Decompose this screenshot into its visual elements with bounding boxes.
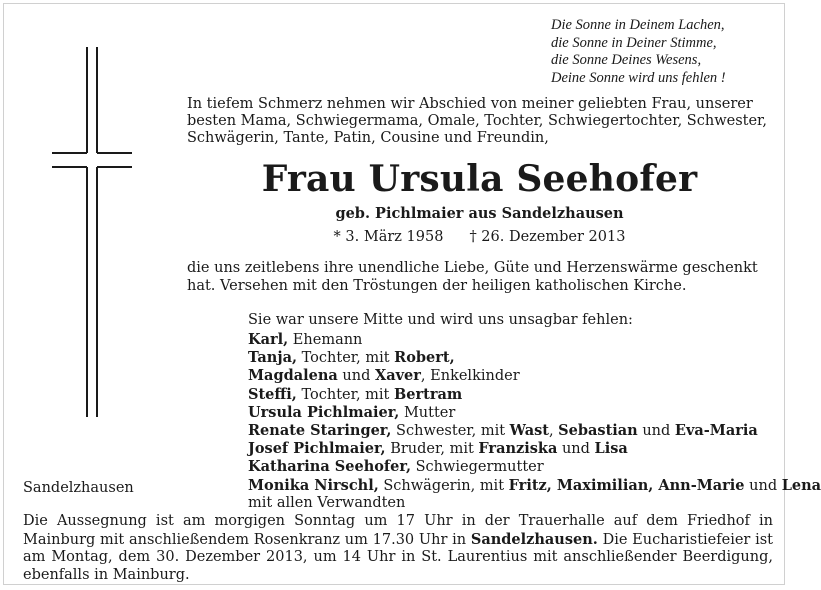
mourner-line <box>248 476 821 495</box>
bold-text: Josef Pichlmaier, <box>248 440 386 458</box>
mourner-line <box>248 458 783 476</box>
bold-text: Eva-Maria <box>674 422 758 440</box>
text: und <box>557 441 595 458</box>
bold-text: Lisa <box>594 440 628 458</box>
text: Schwiegermutter <box>411 459 544 476</box>
mourner-line <box>248 404 783 422</box>
intro-text: In tiefem Schmerz nehmen wir Abschied von meiner geliebten Frau, unserer besten Mama, Schwiegermama, Omale, Tochter, Schwiegertochter, Schwester, Schwägerin, Tante, Patin, Cousine und Freundin, <box>187 96 767 146</box>
funeral-details <box>23 513 773 584</box>
mourner-line <box>248 331 783 349</box>
bold-text: Magdalena <box>248 367 338 385</box>
text: Tochter, mit <box>296 386 394 403</box>
bold-text: Franziska <box>478 440 558 458</box>
mourner-line <box>248 349 783 367</box>
bold-text: Fritz, Maximilian, Ann-Marie <box>508 476 745 494</box>
poem-line: die Sonne Deines Wesens, <box>551 52 702 68</box>
bold-text: Wast <box>509 422 549 440</box>
bold-text: Karl, <box>248 331 289 348</box>
text: und <box>637 423 675 440</box>
text: Schwester, mit <box>391 423 510 440</box>
mourner-line <box>248 367 783 385</box>
bold-text: Ursula Pichlmaier, <box>248 403 400 421</box>
birth-date: * 3. März 1958 <box>333 229 444 245</box>
mourners-list <box>248 331 821 512</box>
mourner-line <box>248 495 783 512</box>
text: Ehemann <box>288 332 363 348</box>
bold-text: Lena <box>781 476 821 494</box>
life-dates <box>187 229 772 246</box>
text: , Enkelkinder <box>420 368 520 385</box>
maiden-name-line: geb. Pichlmaier aus Sandelzhausen <box>335 205 624 222</box>
bold-text: Tanja, <box>248 349 298 367</box>
place-name: Sandelzhausen <box>23 480 134 496</box>
bold-text: Sebastian <box>558 422 638 440</box>
tribute-text: die uns zeitlebens ihre unendliche Liebe, Güte und Herzenswärme geschenkt hat. Versehen mit den Tröstungen der heiligen katholischen Kirche. <box>187 260 758 294</box>
bold-text: Sandelzhausen. <box>470 530 598 548</box>
bold-text: Steffi, <box>248 385 297 403</box>
text: Die Eucharistiefeier ist am Montag, dem 30. Dezember 2013, um 14 Uhr in St. Laurentius mit anschließender Beerdigung, ebenfalls in Mainburg. <box>23 531 773 583</box>
poem-line: Die Sonne in Deinem Lachen, <box>551 17 725 33</box>
mourner-line <box>248 440 783 458</box>
death-date: † 26. Dezember 2013 <box>469 229 626 245</box>
text: und <box>744 477 782 494</box>
mourner-line <box>248 422 783 440</box>
bold-text: Bertram <box>394 385 463 403</box>
text: Mutter <box>399 404 456 421</box>
text: , <box>548 423 559 440</box>
text: und <box>337 368 375 385</box>
cross-icon <box>52 47 132 417</box>
mourners-intro: Sie war unsere Mitte und wird uns unsagbar fehlen: <box>248 312 633 328</box>
poem-line: die Sonne in Deiner Stimme, <box>551 34 717 51</box>
poem-line: Deine Sonne wird uns fehlen ! <box>551 69 726 86</box>
text: Schwägerin, mit <box>378 477 509 494</box>
text: Bruder, mit <box>385 441 479 458</box>
bold-text: Monika Nirschl, <box>248 476 379 494</box>
text: Tochter, mit <box>297 350 395 367</box>
bold-text: Xaver <box>374 367 421 385</box>
bold-text: Renate Staringer, <box>248 422 392 440</box>
mourner-line <box>248 386 783 404</box>
text: mit allen Verwandten <box>248 494 406 511</box>
poem <box>551 17 781 87</box>
bold-text: Robert, <box>394 349 455 367</box>
text: Die Aussegnung ist am morgigen Sonntag um 17 Uhr in der Trauerhalle auf dem Friedhof in Mainburg mit anschließendem Rosenkranz um 17.30 Uhr in <box>23 513 773 548</box>
bold-text: Katharina Seehofer, <box>248 458 411 476</box>
deceased-name: Frau Ursula Seehofer <box>261 158 698 200</box>
